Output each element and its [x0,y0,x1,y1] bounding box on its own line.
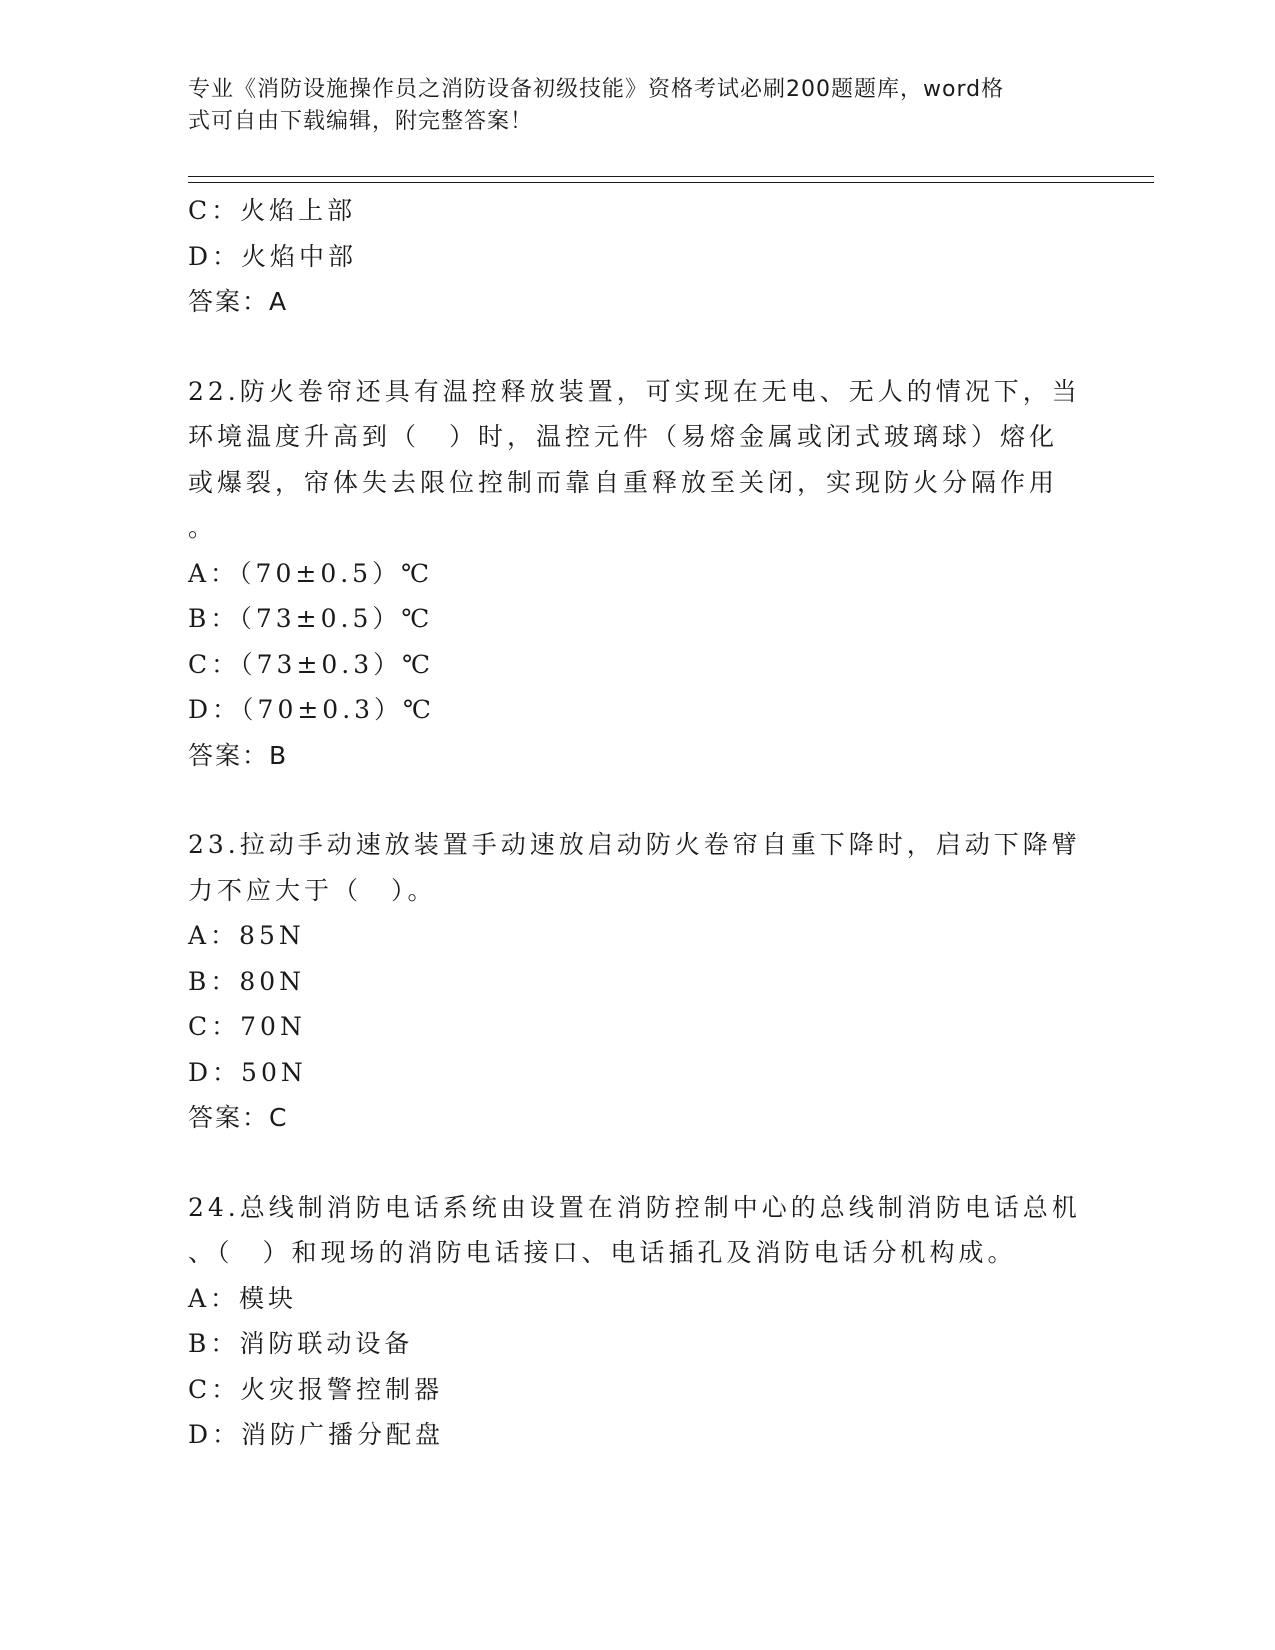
question-text-line: 力不应大于（ ）。 [188,875,437,905]
question-text-line: 22.防火卷帘还具有温控释放装置，可实现在无电、无人的情况下，当 [188,376,1081,406]
answer-line: 答案：B [188,740,289,770]
question-list [188,188,1088,1458]
question-text-line: 。 [188,513,218,542]
header-divider-bottom [188,182,1154,183]
spacer [188,778,1088,822]
question-22 [188,369,1088,779]
option-c: C：（73±0.3）℃ [188,649,435,679]
option-a: A：85N [188,921,305,950]
question-text-line: 环境温度升高到（ ）时，温控元件（易熔金属或闭式玻璃球）熔化 [188,422,1059,451]
question-text-line: 、（ ）和现场的消防电话接口、电话插孔及消防电话分机构成。 [188,1238,1017,1267]
spacer [188,325,1088,369]
header-line-2: 式可自由下载编辑，附完整答案！ [188,109,534,134]
option-d: D：消防广播分配盘 [188,1420,445,1449]
option-c: C：火灾报警控制器 [188,1374,444,1404]
question-text-line: 或爆裂，帘体失去限位控制而靠自重释放至关闭，实现防火分隔作用 [188,467,1059,497]
question-21-tail [188,188,1088,325]
option-a: A：（70±0.5）℃ [188,558,434,588]
question-23 [188,822,1088,1141]
option-c: C：70N [188,1012,306,1041]
option-d: D：火焰中部 [188,241,358,271]
header-divider-top [188,176,1154,177]
question-text-line: 23.拉动手动速放装置手动速放启动防火卷帘自重下降时，启动下降臂 [188,830,1081,859]
option-b: B：（73±0.5）℃ [188,604,434,633]
question-text-line: 24.总线制消防电话系统由设置在消防控制中心的总线制消防电话总机 [188,1192,1081,1222]
option-b: B：80N [188,966,306,996]
question-24 [188,1185,1088,1458]
option-b: B：消防联动设备 [188,1329,414,1358]
option-c: C：火焰上部 [188,196,357,225]
option-d: D：50N [188,1057,307,1087]
spacer [188,1141,1088,1185]
header-line-1: 专业《消防设施操作员之消防设备初级技能》资格考试必刷200题题库，word格 [188,77,1005,102]
answer-line: 答案：C [188,1103,289,1132]
document-header [188,74,1088,138]
answer-line: 答案：A [188,287,289,316]
option-d: D：（70±0.3）℃ [188,695,436,724]
option-a: A：模块 [188,1283,298,1313]
